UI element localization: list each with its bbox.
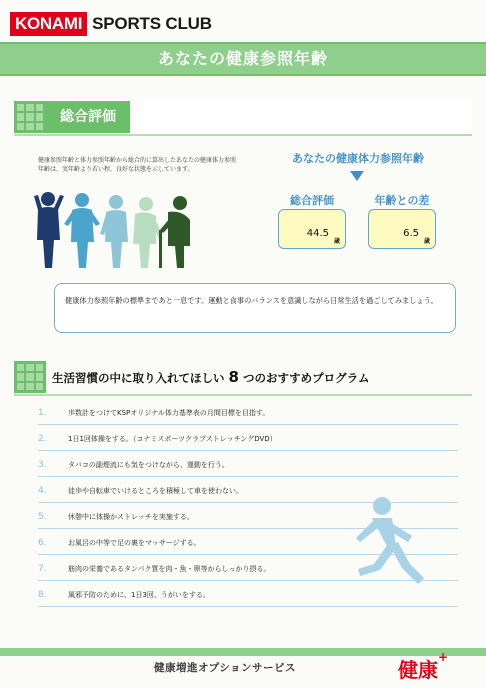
age-difference-value: 6.5: [403, 228, 419, 239]
page-title: あなたの健康参照年齢: [157, 49, 328, 68]
overall-description: 健康参照年齢と体力参照年齢から総合的に算出したあなたの健康体力参照年齢は、実年齢より若い程、良好な状態を示しています。: [38, 157, 237, 173]
grid-icon: [14, 101, 46, 133]
list-item: [38, 454, 458, 477]
item-number: 3.: [38, 460, 47, 470]
person-3-icon: [100, 195, 128, 268]
item-number: 4.: [38, 486, 47, 496]
page-title-bar: [0, 42, 486, 76]
item-text: 休憩中に体操かストレッチを実施する。: [68, 513, 194, 521]
item-number: 8.: [38, 590, 47, 600]
list-item: [38, 428, 458, 451]
person-5-icon: [159, 196, 190, 268]
person-2-icon: [64, 193, 100, 268]
plus-icon: +: [438, 650, 449, 664]
item-text: 筋肉の栄養であるタンパク質を肉・魚・卵等からしっかり摂る。: [68, 565, 271, 573]
advice-box: 健康体力参照年齢の標準まであと一息です。運動と食事のバランスを意識しながら日常生活を過ごしてみましょう。: [54, 283, 456, 333]
footer-brand-text: 健康: [398, 658, 438, 682]
program-label-post: つのおすすめプログラム: [242, 371, 370, 385]
item-number: 2.: [38, 434, 47, 444]
item-number: 6.: [38, 538, 47, 548]
list-item: [38, 402, 458, 425]
item-text: 歩数計をつけてKSPオリジナル体力基準表の月間目標を目指す。: [68, 409, 270, 417]
section-header-overall: [14, 100, 472, 136]
score-unit: 歳: [333, 238, 340, 245]
person-4-icon: [133, 197, 163, 268]
grid-icon: [14, 361, 46, 393]
score-label: 総合評価: [290, 194, 334, 207]
section-label-overall: 総合評価: [46, 101, 130, 133]
item-text: 1日1回体操をする。（コナミスポーツクラブストレッチングDVD）: [68, 435, 277, 443]
arrow-down-icon: [350, 171, 364, 181]
score-value: 44.5: [306, 228, 329, 239]
item-number: 7.: [38, 564, 47, 574]
logo-konami: KONAMI: [10, 12, 87, 36]
person-1-icon: [34, 192, 64, 268]
logo-sports-club: SPORTS CLUB: [92, 14, 212, 33]
age-difference-box: [368, 209, 436, 249]
age-difference-unit: 歳: [423, 238, 430, 245]
item-text: 風邪予防のために、1日3回、うがいをする。: [68, 591, 210, 599]
score-box: [278, 209, 346, 249]
item-text: お風呂の中等で足の裏をマッサージする。: [68, 539, 201, 547]
reference-age-title: あなたの健康体力参照年齢: [292, 152, 424, 165]
section-header-program: [14, 360, 472, 396]
aging-people-illustration: [34, 190, 206, 270]
section-label-program: [52, 368, 369, 386]
footer-service-name: 健康増進オプションサービス: [154, 662, 297, 674]
age-difference-label: 年齢との差: [374, 194, 430, 207]
program-label-count: 8: [228, 368, 239, 386]
item-text: タバコの副煙流にも気をつけながら、運動を行う。: [68, 461, 229, 469]
item-text: 徒歩や自転車でいけるところを積極して車を使わない。: [68, 487, 243, 495]
brand-logo: [10, 12, 212, 36]
program-label-pre: 生活習慣の中に取り入れてほしい: [52, 371, 225, 385]
item-number: 1.: [38, 408, 47, 418]
item-number: 5.: [38, 512, 47, 522]
footer-brand-logo: [398, 650, 449, 683]
running-person-icon: [346, 496, 428, 590]
